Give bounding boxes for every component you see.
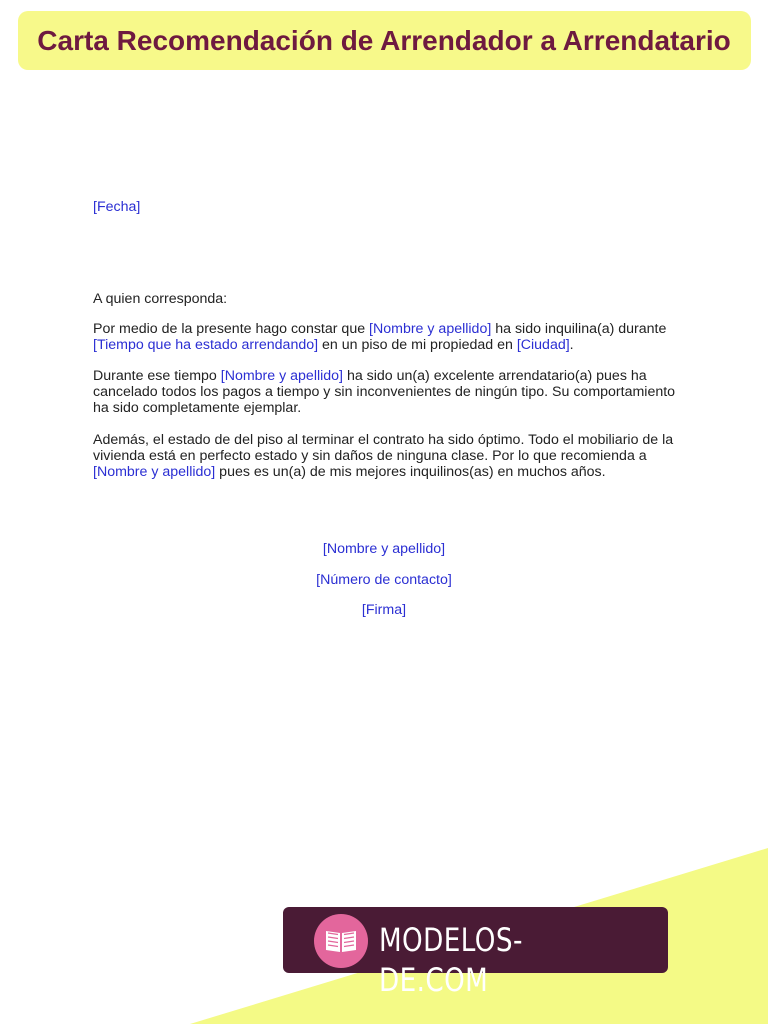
- signature-sign-placeholder: [Firma]: [361, 602, 407, 618]
- paragraph-2-text-b: ha sido un(a) excelente arrendatario(a) pues ha cancelado todos los pagos a tiempo y sin inconvenientes de ningún tipo. Su comportamiento ha sido completamente ejemplar.: [93, 368, 676, 416]
- paragraph-1-text-d: .: [569, 337, 574, 353]
- brand-logo-badge[interactable]: [283, 907, 668, 999]
- paragraph-1-text-a: Por medio de la presente hago constar que: [93, 321, 370, 337]
- greeting: A quien corresponda:: [93, 291, 228, 307]
- paragraph-3-text-b: pues es un(a) de mis mejores inquilinos(as) en muchos años.: [215, 464, 606, 480]
- page-title: Carta Recomendación de Arrendador a Arrendatario: [37, 25, 731, 56]
- paragraph-2-text-a: Durante ese tiempo: [93, 368, 221, 384]
- name-placeholder: [Nombre y apellido]: [369, 321, 492, 337]
- signature-contact-placeholder: [Número de contacto]: [316, 572, 452, 588]
- name-placeholder: [Nombre y apellido]: [93, 464, 216, 480]
- paragraph-3: [93, 432, 693, 480]
- duration-placeholder: [Tiempo que ha estado arrendando]: [93, 337, 319, 353]
- paragraph-3-text-a: Además, el estado de del piso al terminar el contrato ha sido óptimo. Todo el mobiliario de la vivienda está en perfecto estado y sin daños de ninguna clase. Por lo que recomienda a: [93, 432, 674, 464]
- name-placeholder: [Nombre y apellido]: [220, 368, 343, 384]
- paragraph-1-text-c: en un piso de mi propiedad en: [318, 337, 517, 353]
- open-book-icon: [314, 914, 368, 968]
- signature-name-placeholder: [Nombre y apellido]: [322, 541, 446, 557]
- paragraph-2: [93, 368, 693, 416]
- paragraph-1-text-b: ha sido inquilina(a) durante: [491, 321, 667, 337]
- date-field: [93, 199, 693, 215]
- city-placeholder: [Ciudad]: [516, 337, 570, 353]
- brand-logo-text: MODELOS-DE.COM: [379, 921, 523, 999]
- date-placeholder: [Fecha]: [93, 199, 141, 215]
- paragraph-1: [93, 321, 693, 353]
